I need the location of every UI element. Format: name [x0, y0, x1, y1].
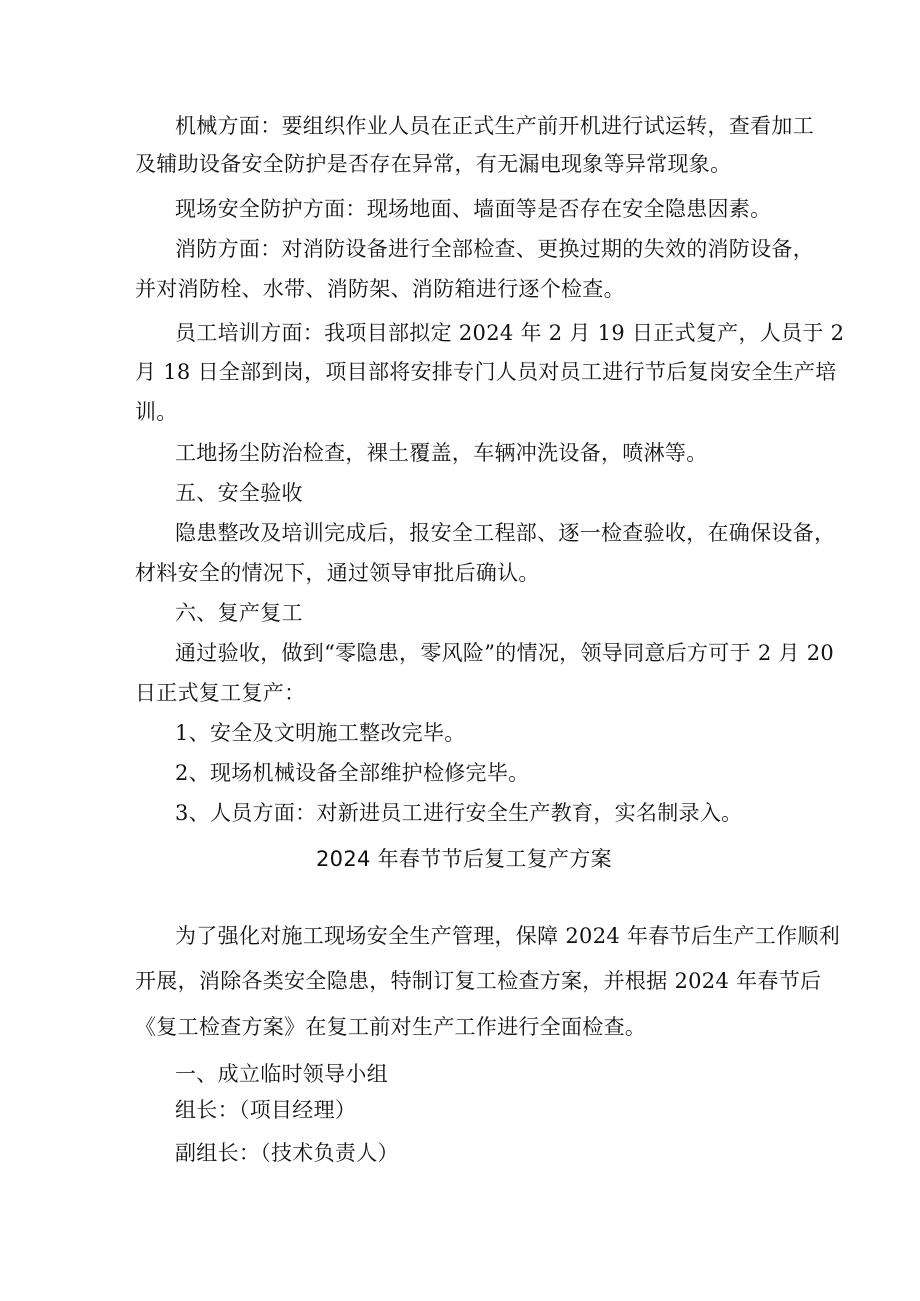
para-training-line1: 员工培训方面：我项目部拟定 2024 年 2 月 19 日正式复产，人员于 2	[175, 321, 845, 345]
para-resume-line1: 通过验收，做到“零隐患，零风险”的情况，领导同意后方可于 2 月 20	[175, 641, 835, 665]
para-site-safety: 现场安全防护方面：现场地面、墙面等是否存在安全隐患因素。	[175, 197, 772, 221]
para-dust-control: 工地扬尘防治检查，裸土覆盖，车辆冲洗设备，喷淋等。	[175, 441, 708, 465]
para-training-line2: 月 18 日全部到岗，项目部将安排专门人员对员工进行节后复岗安全生产培	[135, 360, 837, 384]
heading-resume-production: 六、复产复工	[175, 601, 303, 625]
para-intro-line2: 开展，消除各类安全隐患，特制订复工检查方案，并根据 2024 年春节后	[135, 969, 822, 993]
para-machinery-line2: 及辅助设备安全防护是否存在异常，有无漏电现象等异常现象。	[135, 152, 732, 176]
para-fire-line1: 消防方面：对消防设备进行全部检查、更换过期的失效的消防设备，	[175, 237, 814, 261]
list-item-3: 3、人员方面：对新进员工进行安全生产教育，实名制录入。	[175, 801, 743, 825]
para-training-line3: 训。	[135, 400, 178, 424]
document-title: 2024 年春节节后复工复产方案	[316, 847, 612, 871]
para-acceptance-line1: 隐患整改及培训完成后，报安全工程部、逐一检查验收，在确保设备，	[175, 521, 836, 545]
para-acceptance-line2: 材料安全的情况下，通过领导审批后确认。	[135, 561, 540, 585]
para-resume-line2: 日正式复工复产：	[135, 681, 306, 705]
para-intro-line3: 《复工检查方案》在复工前对生产工作进行全面检查。	[135, 1015, 647, 1039]
list-item-2: 2、现场机械设备全部维护检修完毕。	[175, 761, 530, 785]
heading-leadership-group: 一、成立临时领导小组	[175, 1062, 388, 1086]
list-item-1: 1、安全及文明施工整改完毕。	[175, 721, 466, 745]
team-leader: 组长：（项目经理）	[175, 1098, 357, 1122]
para-fire-line2: 并对消防栓、水带、消防架、消防箱进行逐个检查。	[135, 277, 625, 301]
heading-safety-acceptance: 五、安全验收	[175, 481, 303, 505]
para-machinery-line1: 机械方面：要组织作业人员在正式生产前开机进行试运转，查看加工	[175, 114, 814, 138]
para-intro-line1: 为了强化对施工现场安全生产管理，保障 2024 年春节后生产工作顺利	[175, 924, 840, 948]
deputy-team-leader: 副组长：（技术负责人）	[175, 1141, 399, 1165]
